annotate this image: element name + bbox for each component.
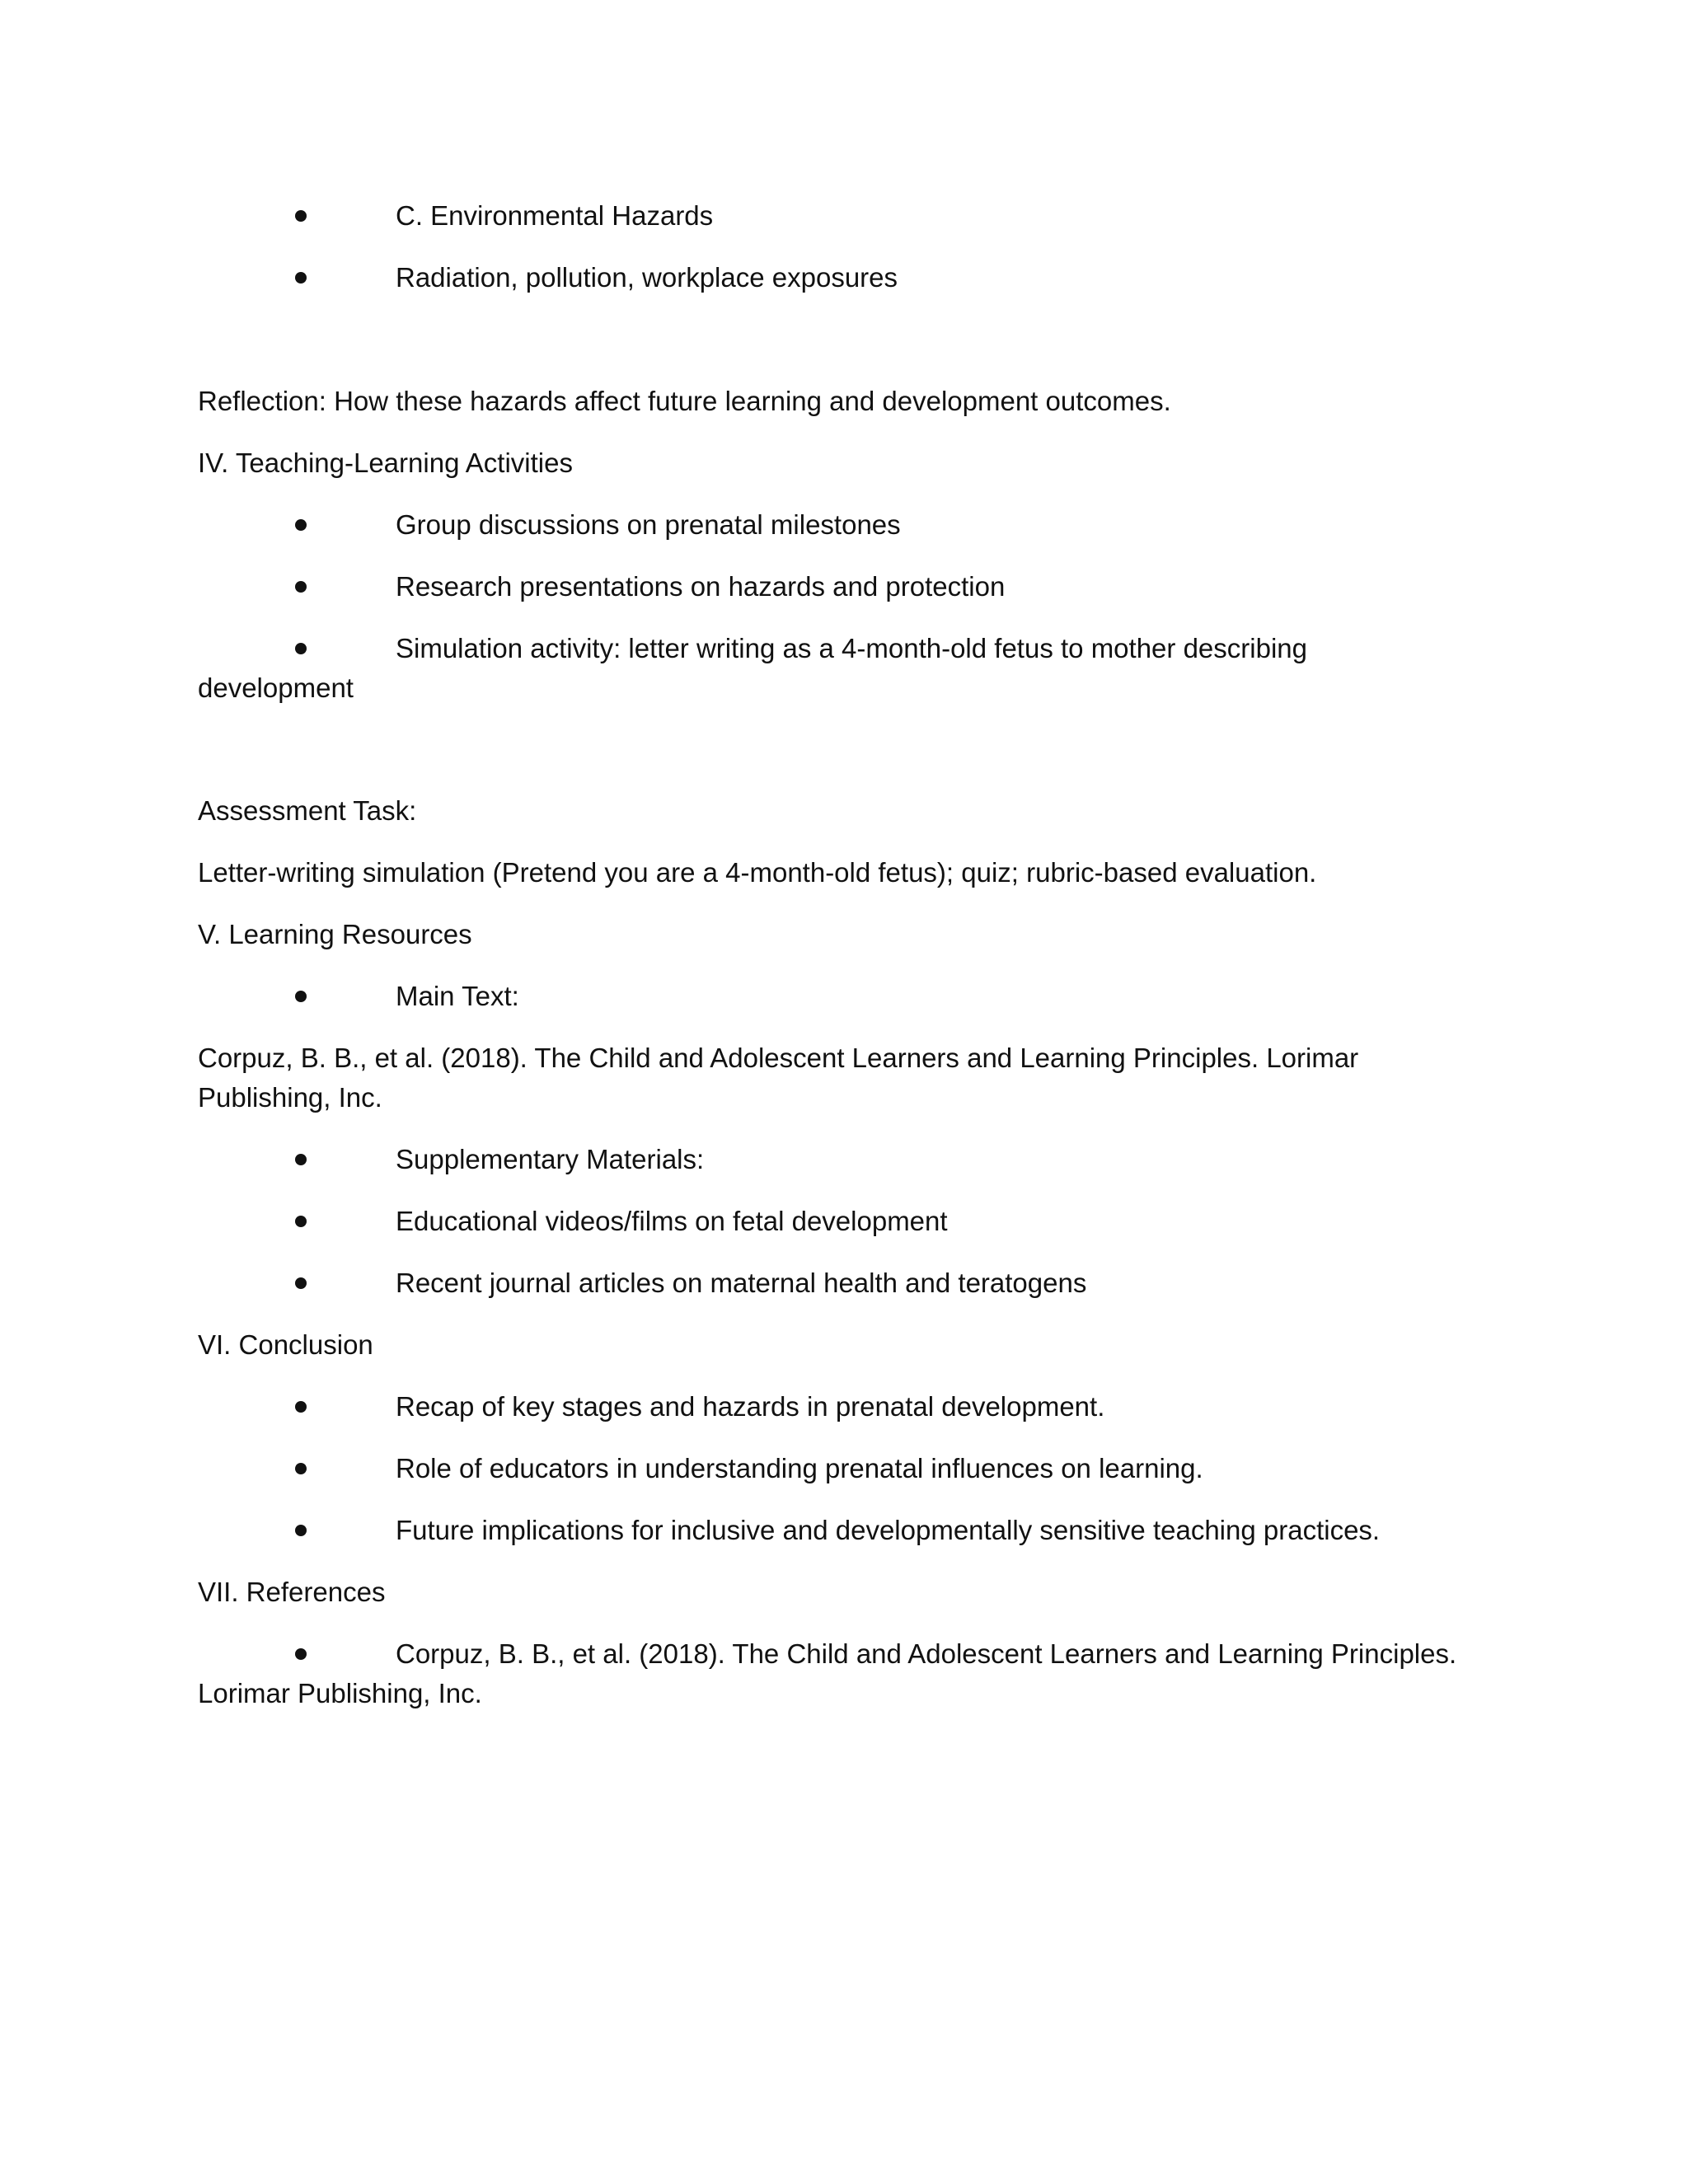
section-heading: IV. Teaching-Learning Activities xyxy=(198,448,573,478)
bullet-item: Group discussions on prenatal milestones xyxy=(396,509,901,540)
bullet-icon xyxy=(295,1401,307,1413)
bullet-item: Research presentations on hazards and protection xyxy=(396,571,1006,602)
section-heading: VI. Conclusion xyxy=(198,1329,373,1360)
reference-text: Corpuz, B. B., et al. (2018). The Child and Adolescent Learners and Learning Principles. Lorimar xyxy=(198,1043,1359,1073)
bullet-icon xyxy=(295,272,307,284)
paragraph: Assessment Task: xyxy=(198,795,417,826)
bullet-item: Recent journal articles on maternal health and teratogens xyxy=(396,1268,1087,1298)
bullet-icon xyxy=(295,1154,307,1165)
bullet-item: Role of educators in understanding prenatal influences on learning. xyxy=(396,1453,1203,1483)
bullet-item-continuation: development xyxy=(198,673,354,703)
bullet-item-continuation: Lorimar Publishing, Inc. xyxy=(198,1678,482,1708)
bullet-item: Educational videos/films on fetal development xyxy=(396,1206,948,1236)
bullet-icon xyxy=(295,581,307,593)
bullet-item: Future implications for inclusive and developmentally sensitive teaching practices. xyxy=(396,1515,1381,1545)
bullet-item: Main Text: xyxy=(396,981,519,1011)
bullet-icon xyxy=(295,210,307,222)
bullet-item: Radiation, pollution, workplace exposures xyxy=(396,262,898,293)
bullet-icon xyxy=(295,991,307,1002)
bullet-item: Simulation activity: letter writing as a 4-month-old fetus to mother describing xyxy=(396,633,1307,663)
bullet-icon xyxy=(295,1525,307,1536)
bullet-icon xyxy=(295,1648,307,1660)
bullet-icon xyxy=(295,1463,307,1474)
bullet-item: Supplementary Materials: xyxy=(396,1144,705,1174)
bullet-icon xyxy=(295,643,307,654)
bullet-item: Corpuz, B. B., et al. (2018). The Child and Adolescent Learners and Learning Principles. xyxy=(396,1638,1457,1669)
paragraph: Reflection: How these hazards affect future learning and development outcomes. xyxy=(198,386,1171,416)
bullet-icon xyxy=(295,519,307,531)
reference-text-continuation: Publishing, Inc. xyxy=(198,1082,382,1113)
bullet-icon xyxy=(295,1277,307,1289)
section-heading: VII. References xyxy=(198,1577,386,1607)
bullet-icon xyxy=(295,1216,307,1227)
section-heading: V. Learning Resources xyxy=(198,919,472,949)
bullet-item: C. Environmental Hazards xyxy=(396,200,714,231)
bullet-item: Recap of key stages and hazards in prenatal development. xyxy=(396,1391,1105,1422)
paragraph: Letter-writing simulation (Pretend you are a 4-month-old fetus); quiz; rubric-based evaluation. xyxy=(198,857,1317,888)
